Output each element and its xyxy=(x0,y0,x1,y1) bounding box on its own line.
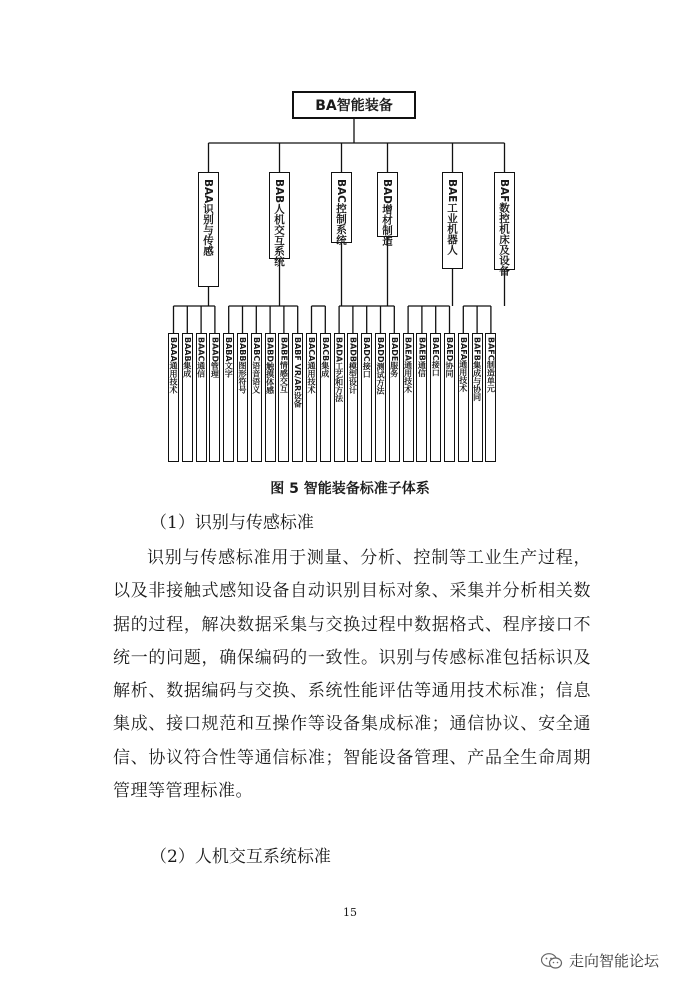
subcategory-label: BADB模型设计 xyxy=(348,337,358,395)
subcategory-node xyxy=(209,333,220,462)
watermark xyxy=(541,950,659,971)
subcategory-node xyxy=(389,333,400,462)
subcategory-label: BABC语音语义 xyxy=(251,337,261,394)
category-label: BAE工业机器人 xyxy=(446,179,458,255)
category-node xyxy=(494,172,515,276)
subcategory-label: BAFA通用技术 xyxy=(458,337,468,393)
subcategory-label: BABE情感交互 xyxy=(279,337,289,393)
subcategory-node xyxy=(196,333,207,462)
subcategory-label: BAEA通用技术 xyxy=(403,337,413,393)
subcategory-node xyxy=(306,333,317,462)
category-node xyxy=(442,172,463,269)
root-node: BA智能装备 xyxy=(292,91,416,119)
subcategory-label: BABF VR/AR设备 xyxy=(293,337,303,408)
category-node xyxy=(331,172,352,243)
subcategory-node xyxy=(403,333,414,462)
subcategory-label: BAAD管理 xyxy=(210,337,220,379)
subcategory-node xyxy=(237,333,248,462)
category-node xyxy=(198,172,219,287)
subcategory-label: BABB图形符号 xyxy=(238,337,247,394)
section-heading-2: （2）人机交互系统标准 xyxy=(150,847,331,867)
subcategory-node xyxy=(375,333,386,462)
category-label: BAB人机交互系统 xyxy=(273,179,285,267)
category-label: BAF数控机床及设备 xyxy=(498,179,510,276)
subcategory-label: BADC接口 xyxy=(362,337,372,378)
subcategory-node xyxy=(292,333,303,462)
category-label: BAD增材制造 xyxy=(381,179,393,246)
subcategory-label: BAEB通信 xyxy=(417,337,427,377)
subcategory-label: BADE服务 xyxy=(389,337,399,378)
subcategory-node xyxy=(416,333,427,462)
subcategory-label: BAAB集成 xyxy=(182,337,192,378)
subcategory-label: BAEC接口 xyxy=(431,337,441,377)
subcategory-node xyxy=(168,333,179,462)
subcategory-node xyxy=(251,333,262,462)
subcategory-node xyxy=(485,333,496,462)
subcategory-label: BAAC通信 xyxy=(196,337,206,378)
subcategory-node xyxy=(182,333,193,462)
page-number: 15 xyxy=(343,906,357,919)
section-heading-1: （1）识别与传感标准 xyxy=(150,513,314,533)
subcategory-label: BAFB集成与协同 xyxy=(472,337,482,401)
subcategory-node xyxy=(430,333,441,462)
subcategory-label: BABD触摸体感 xyxy=(265,337,275,395)
subcategory-node xyxy=(334,333,345,462)
watermark-text: 走向智能论坛 xyxy=(569,952,660,970)
subcategory-node xyxy=(472,333,483,462)
subcategory-node xyxy=(444,333,455,462)
category-node xyxy=(269,172,290,267)
subcategory-node xyxy=(223,333,234,462)
subcategory-label: BAFC制造单元 xyxy=(486,337,496,393)
subcategory-node xyxy=(458,333,469,462)
subcategory-label: BACA通用技术 xyxy=(307,337,316,394)
subcategory-label: BAAA通用技术 xyxy=(169,337,178,394)
subcategory-node xyxy=(265,333,276,462)
subcategory-node xyxy=(347,333,358,462)
subcategory-label: BADD测试方法 xyxy=(376,337,385,395)
section-paragraph-1: 识别与传感标准用于测量、分析、控制等工业生产过程，以及非接触式感知设备自动识别目标对象、采集并分析相关数据的过程，解决数据采集与交换过程中数据格式、程序接口不统一的问题，确保编码的一致性。识别与传感标准包括标识及解析、数据编码与交换、系统性能评估等通用技术标准；信息集成、接口规范和互操作等设备集成标准；通信协议、安全通信、协议符合性等通信标准；智能设备管理、产品全生命周期管理等管理标准。 xyxy=(113,548,591,802)
wechat-icon xyxy=(541,952,563,970)
subcategory-label: BACB集成 xyxy=(320,337,330,378)
category-node xyxy=(377,172,398,246)
subcategory-label: BADA工艺和方法 xyxy=(334,337,344,403)
subcategory-node xyxy=(320,333,331,462)
subcategory-label: BAED协同 xyxy=(445,337,454,378)
figure-caption: 图 5 智能装备标准子体系 xyxy=(270,481,430,497)
subcategory-node xyxy=(361,333,372,462)
subcategory-label: BABA文字 xyxy=(224,337,234,378)
subcategory-node xyxy=(278,333,289,462)
category-label: BAC控制系统 xyxy=(335,179,347,245)
category-label: BAA识别与传感 xyxy=(202,179,214,256)
